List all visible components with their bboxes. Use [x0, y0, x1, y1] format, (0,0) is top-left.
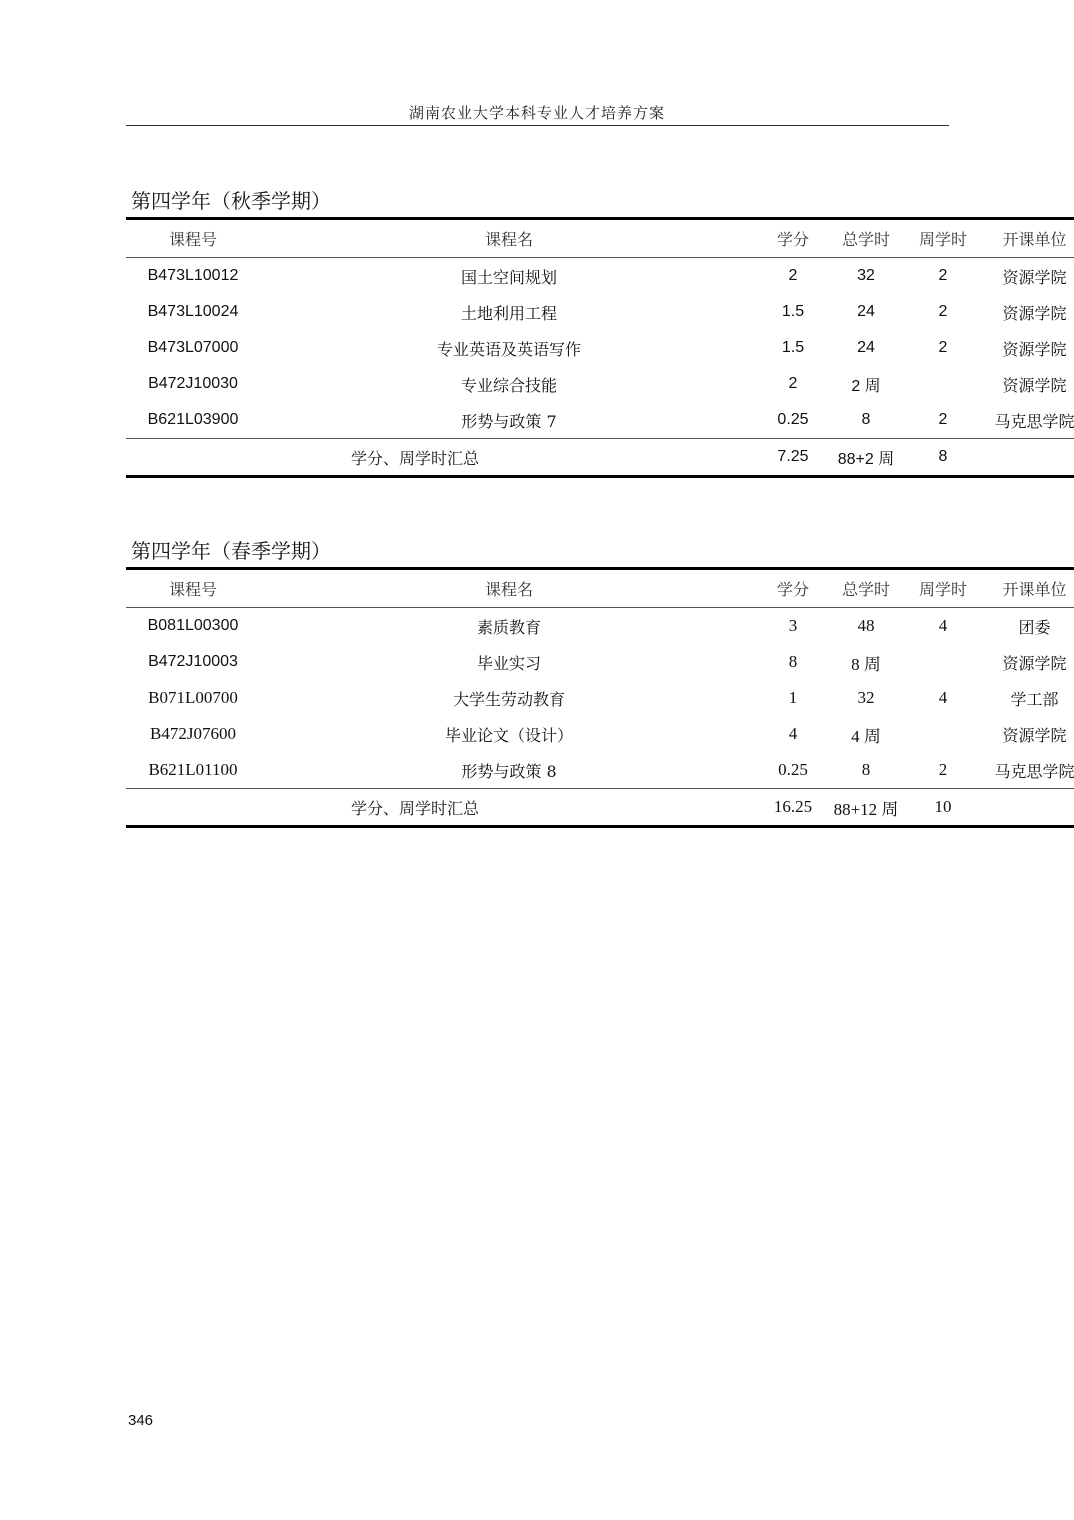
course-table-autumn [126, 217, 1074, 478]
course-code: B473L07000 [147, 339, 239, 356]
department: 资源学院 [1002, 303, 1067, 323]
running-header: 湖南农业大学本科专业人才培养方案 [408, 104, 665, 122]
department: 资源学院 [1002, 653, 1067, 673]
table-row [126, 644, 1074, 680]
course-name: 毕业论文（设计） [444, 725, 573, 745]
column-header-credit: 学分 [776, 580, 809, 599]
total-hours: 8 周 [851, 654, 881, 674]
table-header-row [126, 569, 1074, 608]
total-hours: 32 [857, 267, 875, 284]
total-hours: 8 [861, 760, 871, 779]
credit: 0.25 [777, 411, 809, 428]
department: 资源学院 [1002, 339, 1067, 359]
table-row [126, 402, 1074, 439]
course-code: B621L01100 [148, 760, 238, 779]
department: 团委 [1018, 617, 1051, 637]
weekly-hours [904, 644, 982, 680]
credit: 1 [788, 688, 798, 707]
summary-credit: 7.25 [777, 448, 809, 465]
weekly-hours: 2 [938, 760, 948, 779]
column-header-department: 开课单位 [1002, 230, 1067, 249]
weekly-hours: 2 [938, 303, 948, 320]
column-header-weekly-hours: 周学时 [918, 580, 967, 599]
course-name: 专业英语及英语写作 [436, 339, 581, 359]
column-header-department: 开课单位 [1002, 580, 1067, 599]
column-header-weekly-hours: 周学时 [918, 230, 967, 249]
credit: 1.5 [781, 339, 805, 356]
section-title-spring: 第四学年（春季学期） [131, 539, 331, 563]
total-hours: 4 周 [851, 726, 881, 746]
summary-weekly-hours: 10 [934, 797, 952, 816]
table-row [126, 294, 1074, 330]
weekly-hours [904, 366, 982, 402]
weekly-hours [904, 716, 982, 752]
table-row [126, 258, 1074, 295]
course-name: 素质教育 [476, 617, 541, 637]
course-code: B473L10012 [147, 267, 239, 284]
department: 学工部 [1010, 689, 1059, 709]
section-title-autumn: 第四学年（秋季学期） [131, 189, 331, 213]
course-code: B472J07600 [150, 724, 236, 743]
column-header-total-hours: 总学时 [841, 230, 890, 249]
weekly-hours: 4 [938, 616, 948, 635]
department: 马克思学院 [994, 761, 1074, 781]
department: 资源学院 [1002, 375, 1067, 395]
table-header-row [126, 219, 1074, 258]
table-row [126, 680, 1074, 716]
column-header-name: 课程名 [484, 230, 533, 249]
total-hours: 24 [857, 339, 875, 356]
table-row [126, 752, 1074, 789]
course-code: B473L10024 [147, 303, 239, 320]
total-hours: 24 [857, 303, 875, 320]
summary-row [126, 789, 1074, 827]
credit: 1.5 [781, 303, 805, 320]
column-header-total-hours: 总学时 [841, 580, 890, 599]
column-header-code: 课程号 [168, 230, 217, 249]
course-code: B472J10030 [148, 375, 238, 392]
department: 资源学院 [1002, 725, 1067, 745]
course-name: 大学生劳动教育 [452, 689, 565, 709]
credit: 2 [788, 375, 798, 392]
summary-label: 学分、周学时汇总 [350, 798, 479, 818]
department: 马克思学院 [994, 411, 1074, 431]
table-row [126, 330, 1074, 366]
department: 资源学院 [1002, 267, 1067, 287]
total-hours: 2 周 [851, 377, 881, 395]
credit: 0.25 [778, 760, 808, 779]
course-name: 土地利用工程 [460, 303, 557, 323]
course-name: 形势与政策 7 [461, 411, 557, 431]
summary-total-hours: 88+12 周 [833, 799, 899, 819]
course-name: 国土空间规划 [460, 267, 557, 287]
course-name: 形势与政策 8 [461, 761, 557, 781]
table-row [126, 366, 1074, 402]
course-table-spring [126, 567, 1074, 828]
summary-row [126, 439, 1074, 477]
credit: 2 [788, 267, 798, 284]
summary-credit: 16.25 [773, 797, 813, 816]
summary-department-empty [982, 439, 1074, 477]
summary-weekly-hours: 8 [938, 448, 948, 465]
weekly-hours: 2 [938, 411, 948, 428]
total-hours: 8 [861, 411, 871, 428]
course-code: B071L00700 [148, 688, 238, 707]
total-hours: 48 [857, 616, 875, 635]
course-code: B621L03900 [147, 411, 239, 428]
credit: 3 [788, 616, 798, 635]
total-hours: 32 [857, 688, 875, 707]
weekly-hours: 2 [938, 339, 948, 356]
column-header-name: 课程名 [484, 580, 533, 599]
course-name: 毕业实习 [476, 653, 541, 673]
course-name: 专业综合技能 [460, 375, 557, 395]
credit: 8 [788, 652, 798, 671]
weekly-hours: 2 [938, 267, 948, 284]
course-code: B472J10003 [148, 653, 238, 670]
header-rule [126, 125, 949, 126]
summary-department-empty [982, 789, 1074, 827]
column-header-code: 课程号 [168, 580, 217, 599]
summary-total-hours: 88+2 周 [837, 450, 895, 468]
weekly-hours: 4 [938, 688, 948, 707]
table-row [126, 608, 1074, 645]
credit: 4 [788, 724, 798, 743]
table-row [126, 716, 1074, 752]
summary-label: 学分、周学时汇总 [350, 448, 479, 468]
page-number: 346 [128, 1412, 154, 1429]
column-header-credit: 学分 [776, 230, 809, 249]
course-code: B081L00300 [147, 617, 239, 634]
